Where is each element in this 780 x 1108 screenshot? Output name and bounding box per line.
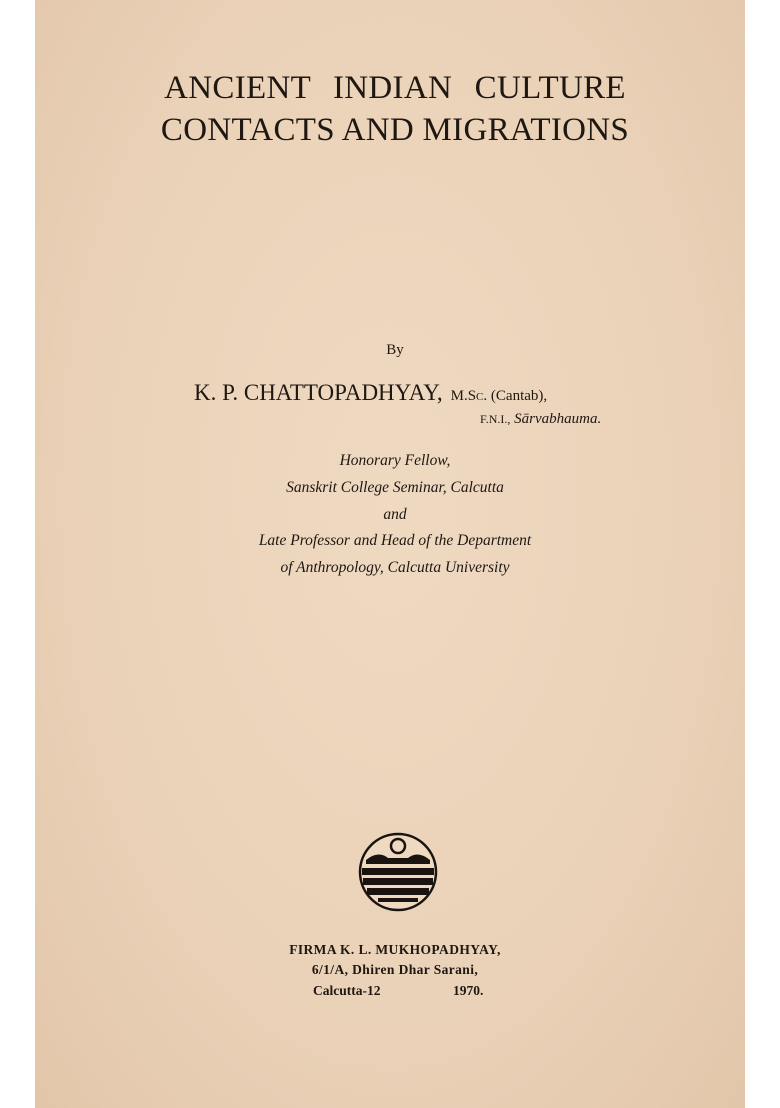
affiliation-line: of Anthropology, Calcutta University [280,559,510,576]
degree-fni: F.N.I., [480,412,511,426]
degree-msc: M.Sc. [450,388,488,404]
publisher-emblem-icon [358,832,438,912]
title-line-1: ANCIENT INDIAN CULTURE [164,70,626,106]
publisher-city: Calcutta-12 [313,983,381,998]
title-line-2: CONTACTS AND MIGRATIONS [160,112,630,148]
affiliation-line: and [383,506,407,523]
affiliation-line: Late Professor and Head of the Department [258,532,532,549]
affiliation-line: Sanskrit College Seminar, Calcutta [286,479,504,496]
author-line [194,380,547,406]
publisher-name: FIRMA K. L. MUKHOPADHYAY, [289,942,501,957]
publication-year: 1970. [453,983,484,998]
publisher-address: 6/1/A, Dhiren Dhar Sarani, [311,962,479,977]
by-label: By [386,342,404,358]
honorific: Sārvabhauma. [514,411,602,427]
author-honors [480,411,601,428]
degree-suffix: (Cantab), [490,388,548,404]
author-name: K. P. CHATTOPADHYAY, [194,380,443,405]
affiliation-line: Honorary Fellow, [339,452,451,469]
